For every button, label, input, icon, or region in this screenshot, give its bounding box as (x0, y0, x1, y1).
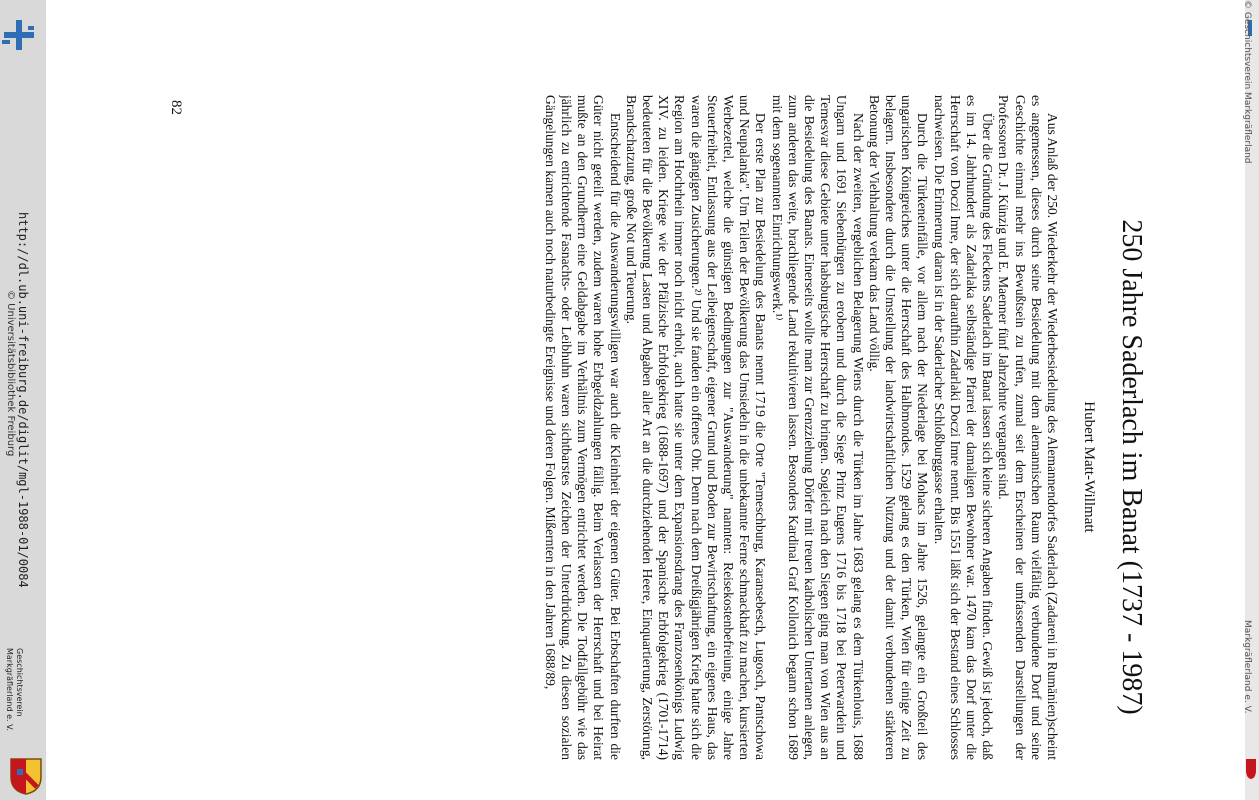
paragraph: Aus Anlaß der 250. Wiederkehr der Wiederbesiedelung des Alemannendorfes Saderlach (Zadareni in Rumänien)scheint es angemessen, dieses durch seine Besiedelung mit dem alemannischen Raum vielfältig verbundene Dorf und seine Geschichte einmal mehr ins Bewußtsein zu rufen, zumal seit dem Erscheinen der umfassenden Darstellungen der Professoren Dr. J. Künzig und E. Maenner fünf Jahrzehnte vergangen sind. (996, 95, 1060, 760)
paragraph: Entscheidend für die Auswanderungswilligen war auch die Kleinheit der eigenen Güter. Bei Erbschaften durften die Güter nicht geteilt werden, zudem waren hohe Erbgeldzahlungen fällig. Beim Verlassen der Herrschaft und bei Heirat mußte an den Grundherrn eine Geldabgabe im Verhältnis zum Vermögen entrichtet werden. Die Todfallgebühr wie das jährlich zu entrichtende Fasnachts- oder Leibhuhn waren sichtbarstes Zeichen der Unterdrückung. Zu diesen sozialen Gängelungen kamen auch noch naturbedingte Ereignisse und deren Folgen. Mißernten in den Jahren 1688/89, (542, 95, 623, 760)
right-edge-copyright: © Geschichtsverein Markgräflerland (1242, 0, 1252, 164)
article-title: 250 Jahre Saderlach im Banat (1737 - 1987) (1116, 219, 1147, 715)
paragraph: Über die Gründung des Fleckens Saderlach im Banat lassen sich keine sicheren Angaben finden. Gewiß ist jedoch, daß es im 14. Jahrhundert als Zadarlaka selbständige Pfarrei der damaligen Bewohner war. 1470 kam das Dorf unter die Herrschaft von Doczi Imre, der sich daraufhin Zadarlaki Doczi Imre nennt. Bis 1551 läßt sich der Bestand eines Schlosses nachweisen. Die Erinnerung daran ist in der Saderlacher Schloßburggasse erhalten. (931, 95, 996, 760)
right-edge-crest-icon (1245, 758, 1257, 780)
document-url[interactable]: http://dl.ub.uni-freiburg.de/diglit/mgl-1988-01/0084 (16, 212, 30, 588)
article-author: Hubert Matt-Willmatt (1081, 401, 1097, 533)
paragraph: Durch die Türkeneinfälle, vor allem nach der Niederlage bei Mohacs im Jahre 1526, gelangte ein Großteil des ungarischen Königreiches unter die Herrschaft des Halbmondes. 1529 gelang es den Türken, Wien für einige Zeit zu belagern. Insbesondere durch die Umstellung der landwirtschaftlichen Nutzung und der damit verbundenen stärkeren Betonung der Viehhaltung verkam das Land völlig. (866, 95, 931, 760)
right-edge-society: Markgräflerland e. V. (1242, 620, 1252, 714)
article-body (160, 95, 1060, 760)
coat-of-arms-icon (9, 757, 43, 795)
copyright-notice: © Universitätsbibliothek Freiburg (5, 290, 16, 457)
society-name-line1: Geschichtsverein (15, 648, 24, 717)
society-name-line2: Markgräflerland e. V. (5, 648, 14, 732)
society-name (2, 648, 24, 758)
paragraph: Der erste Plan zur Besiedelung des Banats nennt 1719 die Orte "Temeschburg, Karansebesch, Lugosch, Pantschowa und Neupalanka". Um Teilen der Bevölkerung das Umsiedeln in die unbekannte Ferne schmackhaft zu machen, kursierten Werbezettel, welche die günstigen Bedingungen zur "Auswanderung" nannten: Reisekostenbefreiung, einige Jahre Steuerfreiheit, Entlassung aus der Leibeigenschaft, eigener Grund und Boden zur Bewirtschaftung, ein eigenes Haus, das waren die gängigen Zusicherungen.²⁾ Und sie fanden ein offenes Ohr. Denn nach dem Dreißigjährigen Krieg hatte sich die Region am Hochrhein immer noch nicht erholt, auch hatte sie unter dem Expansionsdrang des Franzosenkönigs Ludwig XIV. zu leiden. Kriege wie der Pfälzische Erbfolgekrieg (1688-1697) und der Spanische Erbfolgekrieg (1701-1714) bedeuteten für die Bevölkerung Lasten und Abgaben aller Art an die durchziehenden Heere, Einquartierung, Zerstörung, Brandschatzung, große Not und Teuerung. (623, 95, 769, 760)
scanned-page (158, 95, 1148, 760)
page-number: 82 (168, 100, 184, 115)
ub-freiburg-logo-icon (2, 18, 36, 52)
paragraph: Nach der zweiten, vergeblichen Belagerung Wiens durch die Türken im Jahre 1683 gelang es dem Türkenlouis, 1688 Ungarn und 1691 Siebenbürgen zu erobern und durch die Siege Prinz Eugens 1716 bis 1718 bei Peterwardein und Temesvar diese Gebiete unter habsburgische Herrschaft zu bringen. Sogleich nach den Siegen ging man von Wien aus an die Besiedelung des Banats. Einerseits wollte man zur Grenzziehung Dörfer mit treuen katholischen Untertanen anlegen, zum anderen das weite, brachliegende Land rekultivieren lassen. Besonders Kardinal Graf Kollonich begann schon 1689 mit dem sogenannten Einrichtungswerk.¹⁾ (769, 95, 866, 760)
